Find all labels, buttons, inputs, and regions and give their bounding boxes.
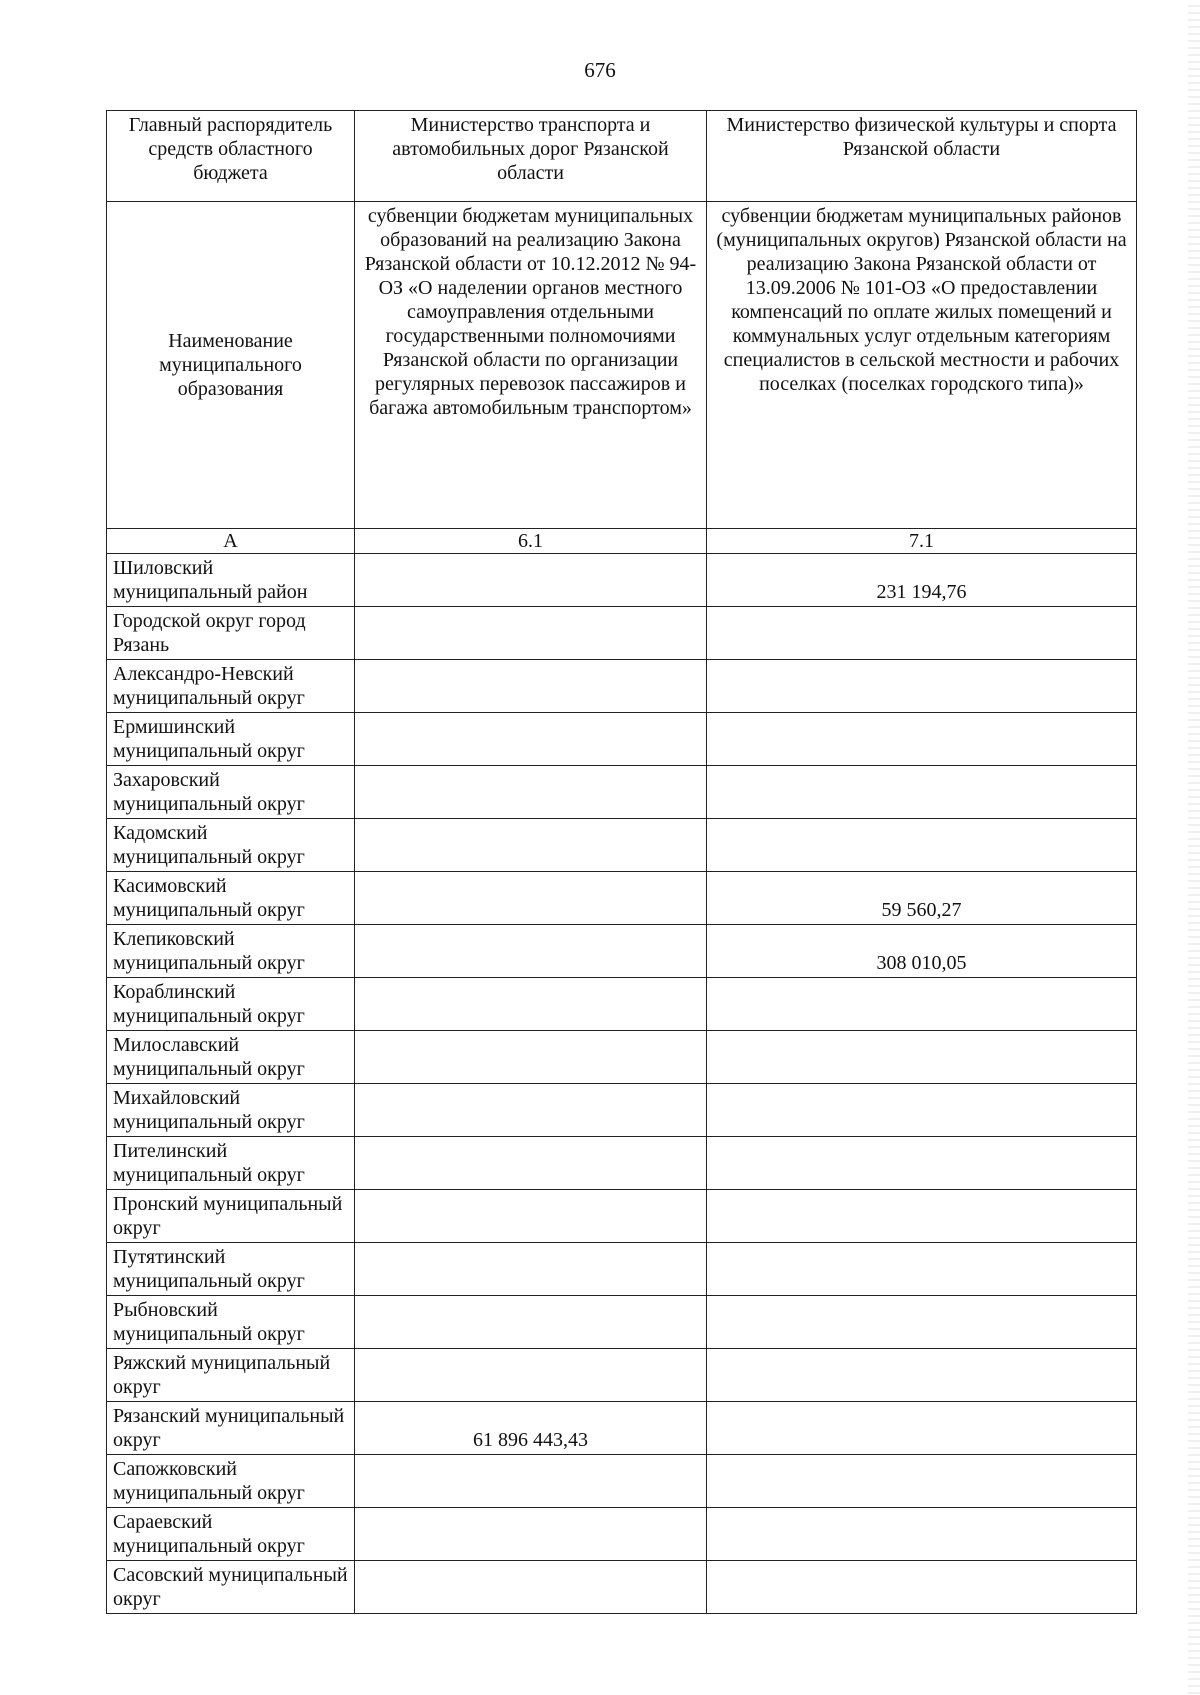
municipality-name: Шиловский муниципальный район <box>107 554 355 607</box>
description-subvention-6-1: субвенции бюджетам муниципальных образований на реализацию Закона Рязанской области от 10.12.2012 № 94-ОЗ «О наделении органов местного самоуправления отдельными государственными полномочиями Рязанской области по организации регулярных перевозок пассажиров и багажа автомобильным транспортом» <box>355 202 707 529</box>
header-transport-ministry: Министерство транспорта и автомобильных дорог Рязанской области <box>355 111 707 202</box>
value-6-1 <box>355 1561 707 1614</box>
table-row <box>107 1349 1137 1402</box>
table-row <box>107 607 1137 660</box>
municipality-name: Ряжский муниципальный округ <box>107 1349 355 1402</box>
table-row <box>107 1508 1137 1561</box>
header-main-manager: Главный распорядитель средств областного бюджета <box>107 111 355 202</box>
value-6-1 <box>355 819 707 872</box>
value-7-1: 59 560,27 <box>707 872 1137 925</box>
municipality-name: Городской округ город Рязань <box>107 607 355 660</box>
value-7-1 <box>707 1243 1137 1296</box>
table-row <box>107 1455 1137 1508</box>
value-7-1 <box>707 819 1137 872</box>
value-7-1 <box>707 1031 1137 1084</box>
value-6-1 <box>355 1084 707 1137</box>
municipality-name: Рыбновский муниципальный округ <box>107 1296 355 1349</box>
table-row <box>107 713 1137 766</box>
value-7-1 <box>707 1402 1137 1455</box>
value-7-1 <box>707 1137 1137 1190</box>
municipality-name: Сапожковский муниципальный округ <box>107 1455 355 1508</box>
description-row <box>107 202 1137 529</box>
budget-table <box>106 110 1137 1614</box>
value-6-1 <box>355 1296 707 1349</box>
table-row <box>107 925 1137 978</box>
table-row <box>107 872 1137 925</box>
value-6-1 <box>355 607 707 660</box>
value-7-1 <box>707 1508 1137 1561</box>
municipality-name: Клепиковский муниципальный округ <box>107 925 355 978</box>
value-6-1 <box>355 1243 707 1296</box>
municipality-name: Милославский муниципальный округ <box>107 1031 355 1084</box>
value-7-1 <box>707 766 1137 819</box>
table-row <box>107 1561 1137 1614</box>
index-6-1: 6.1 <box>355 529 707 554</box>
municipality-name: Кадомский муниципальный округ <box>107 819 355 872</box>
value-7-1 <box>707 713 1137 766</box>
municipality-name: Захаровский муниципальный округ <box>107 766 355 819</box>
value-7-1: 231 194,76 <box>707 554 1137 607</box>
value-6-1 <box>355 766 707 819</box>
table-row <box>107 819 1137 872</box>
table-row <box>107 1243 1137 1296</box>
value-7-1 <box>707 1296 1137 1349</box>
table-row <box>107 554 1137 607</box>
municipality-name: Пронский муниципальный округ <box>107 1190 355 1243</box>
value-6-1 <box>355 1455 707 1508</box>
table-row <box>107 766 1137 819</box>
header-row <box>107 111 1137 202</box>
value-6-1 <box>355 925 707 978</box>
municipality-name: Сасовский муниципальный округ <box>107 1561 355 1614</box>
table-row <box>107 1190 1137 1243</box>
description-subvention-7-1: субвенции бюджетам муниципальных районов (муниципальных округов) Рязанской области на реализацию Закона Рязанской области от 13.09.2006 № 101-ОЗ «О предоставлении компенсаций по оплате жилых помещений и коммунальных услуг отдельным категориям специалистов в сельской местности и рабочих поселках (поселках городского типа)» <box>707 202 1137 529</box>
table-row <box>107 1137 1137 1190</box>
value-7-1 <box>707 1084 1137 1137</box>
municipality-name: Рязанский муниципальный округ <box>107 1402 355 1455</box>
index-7-1: 7.1 <box>707 529 1137 554</box>
value-7-1 <box>707 978 1137 1031</box>
table-row <box>107 1084 1137 1137</box>
value-6-1 <box>355 713 707 766</box>
table-row <box>107 1296 1137 1349</box>
value-7-1 <box>707 1455 1137 1508</box>
value-6-1 <box>355 872 707 925</box>
municipality-name: Ермишинский муниципальный округ <box>107 713 355 766</box>
index-row <box>107 529 1137 554</box>
table-body <box>107 111 1137 1614</box>
municipality-name: Михайловский муниципальный округ <box>107 1084 355 1137</box>
value-7-1 <box>707 607 1137 660</box>
municipality-name: Александро-Невский муниципальный округ <box>107 660 355 713</box>
table-row <box>107 978 1137 1031</box>
value-7-1 <box>707 660 1137 713</box>
value-6-1 <box>355 1508 707 1561</box>
municipality-name: Путятинский муниципальный округ <box>107 1243 355 1296</box>
value-7-1: 308 010,05 <box>707 925 1137 978</box>
header-sport-ministry: Министерство физической культуры и спорта Рязанской области <box>707 111 1137 202</box>
value-7-1 <box>707 1190 1137 1243</box>
index-a: А <box>107 529 355 554</box>
table-row <box>107 1402 1137 1455</box>
municipality-name: Пителинский муниципальный округ <box>107 1137 355 1190</box>
value-7-1 <box>707 1561 1137 1614</box>
table-row <box>107 1031 1137 1084</box>
municipality-name: Сараевский муниципальный округ <box>107 1508 355 1561</box>
value-6-1 <box>355 1190 707 1243</box>
value-6-1: 61 896 443,43 <box>355 1402 707 1455</box>
value-6-1 <box>355 1349 707 1402</box>
scan-edge-artifact <box>1188 0 1200 1695</box>
municipality-name: Кораблинский муниципальный округ <box>107 978 355 1031</box>
value-6-1 <box>355 660 707 713</box>
description-municipality-label: Наименование муниципального образования <box>107 202 355 529</box>
municipality-name: Касимовский муниципальный округ <box>107 872 355 925</box>
value-6-1 <box>355 978 707 1031</box>
page-number: 676 <box>584 58 616 82</box>
value-6-1 <box>355 1031 707 1084</box>
value-6-1 <box>355 1137 707 1190</box>
value-6-1 <box>355 554 707 607</box>
table-row <box>107 660 1137 713</box>
value-7-1 <box>707 1349 1137 1402</box>
